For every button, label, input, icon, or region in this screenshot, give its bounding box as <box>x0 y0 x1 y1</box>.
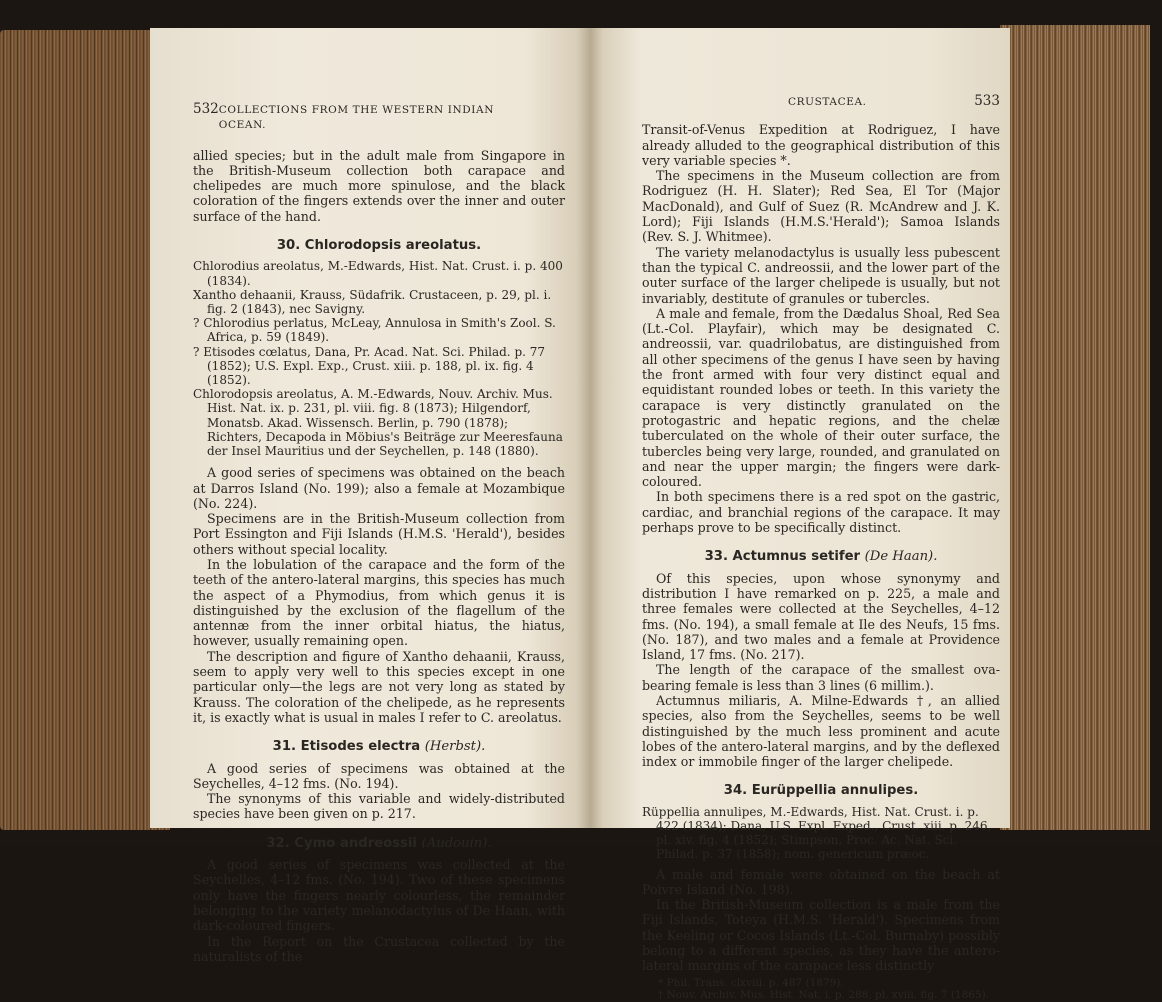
synonymy-entry: Xantho dehaanii, Krauss, Südafrik. Crustaceen, p. 29, pl. i. fig. 2 (1843), nec Savigny. <box>193 287 552 316</box>
paragraph: The length of the carapace of the smallest ova-bearing female is less than 3 lines (6 millim.). <box>642 662 1000 693</box>
species-name: 32. Cymo andreossii <box>266 835 417 851</box>
species-author: (Herbst). <box>424 739 486 755</box>
paragraph: In both specimens there is a red spot on the gastric, cardiac, and branchial regions of the carapace. It may perhaps prove to be specifically distinct. <box>642 489 1000 536</box>
synonymy-entry: Chlorodius areolatus, M.-Edwards, Hist. Nat. Crust. i. p. 400 (1834). <box>193 259 563 288</box>
paragraph: A good series of specimens was collected at the Seychelles, 4–12 fms. (No. 194). Two of these specimens only have the fingers nearly colourless, the remainder belonging to the variety melanodactylus of De Haan, with dark-coloured fingers. <box>193 857 565 934</box>
left-page-text <box>193 102 565 964</box>
paragraph: A male and female were obtained on the beach at Poivre Island (No. 198). <box>642 866 1000 897</box>
section-heading <box>642 549 1000 564</box>
synonymy-entry: Rüppellia annulipes, M.-Edwards, Hist. Nat. Crust. i. p. 422 (1834); Dana, U.S. Expl. Exped., Crust. xiii. p. 246, pl. xiv. fig. 4 (1852); Stimpson, Proc. Ac. Nat. Sci. Philad. p. 37 (1858); nom. genericum præoc. <box>642 804 992 862</box>
right-running-head <box>642 94 1000 110</box>
paragraph: The synonyms of this variable and widely-distributed species have been given on p. 217. <box>193 791 565 822</box>
section-heading <box>193 739 565 754</box>
right-page-text <box>642 94 1000 1002</box>
page-number: 532 <box>193 101 219 117</box>
paragraph: The description and figure of Xantho dehaanii, Krauss, seem to apply very well to this species except in one particular only—the legs are not very long as stated by Krauss. The coloration of the chelipede, as he represents it, is exactly what is usual in males I refer to C. areolatus. <box>193 648 565 725</box>
paragraph: The specimens in the Museum collection are from Rodriguez (H. H. Slater); Red Sea, El Tor (Major MacDonald), and Gulf of Suez (R. McAndrew and J. K. Lord); Fiji Islands (H.M.S.'Herald'); Samoa Islands (Rev. S. J. Whitmee). <box>642 168 1000 245</box>
paragraph: In the Report on the Crustacea collected by the naturalists of the <box>193 933 565 964</box>
paragraph: In the lobulation of the carapace and the form of the teeth of the antero-lateral margins, this species has much the aspect of a Phymodius, from which genus it is distinguished by the exclusion of the flagellum of the antennæ from the inner orbital hiatus, the hiatus, however, usually remaining open. <box>193 557 565 649</box>
paragraph: Of this species, upon whose synonymy and distribution I have remarked on p. 225, a male and three females were collected at the Seychelles, 4–12 fms. (No. 194), a small female at Ile des Neufs, 15 fms. (No. 187), and two males and a female at Providence Island, 17 fms. (No. 217). <box>642 570 1000 663</box>
paragraph: Actumnus miliaris, A. Milne-Edwards †, an allied species, also from the Seychelles, seems to be well distinguished by the much less prominent and acute lobes of the antero-lateral margins, and by the deflexed index or immobile finger of the larger chelipede. <box>642 692 1000 770</box>
left-running-head <box>193 102 565 134</box>
species-author: (Audouin). <box>421 835 492 851</box>
section-heading <box>193 836 565 851</box>
footnote: * Phil. Trans. clxviii. p. 487 (1879). <box>658 976 844 989</box>
running-title: CRUSTACEA. <box>788 96 867 108</box>
footnote: † Nouv. Archiv. Mus. Hist. Nat. i. p. 288, pl. xviii. fig. 7 (1865). <box>658 989 990 1002</box>
section-heading: 30. Chlorodopsis areolatus. <box>276 238 482 254</box>
page-number: 533 <box>974 93 1000 109</box>
synonymy-list <box>193 259 565 458</box>
section-heading: 34. Eurüppellia annulipes. <box>723 783 919 799</box>
left-page-edges <box>0 30 170 830</box>
paragraph: The variety melanodactylus is usually less pubescent than the typical C. andreossii, and the lower part of the outer surface of the larger chelipede is usually, but not invariably, destitute of granules or tubercles. <box>642 244 1000 306</box>
paragraph: Transit-of-Venus Expedition at Rodriguez, I have already alluded to the geographical distribution of this very variable species *. <box>642 122 1000 168</box>
species-name: 33. Actumnus setifer <box>704 549 861 565</box>
synonymy-entry: ? Etisodes cœlatus, Dana, Pr. Acad. Nat. Sci. Philad. p. 77 (1852); U.S. Expl. Exp., Crust. xiii. p. 188, pl. ix. fig. 4 (1852). <box>193 344 546 387</box>
paragraph: A good series of specimens was obtained at the Seychelles, 4–12 fms. (No. 194). <box>193 760 565 791</box>
footnotes <box>642 977 1000 1002</box>
left-page <box>150 28 590 964</box>
synonymy-entry: Chlorodopsis areolatus, A. M.-Edwards, Nouv. Archiv. Mus. Hist. Nat. ix. p. 231, pl. viii. fig. 8 (1873); Hilgendorf, Monatsb. Akad. Wissensch. Berlin, p. 790 (1878); Richters, Decapoda in Möbius's Beiträge zur Meeresfauna der Insel Mauritius und der Seychellen, p. 148 (1880). <box>193 387 563 459</box>
paragraph: Specimens are in the British-Museum collection from Port Essington and Fiji Islands (H.M.S. 'Herald'), besides others without special locality. <box>193 511 565 557</box>
synonymy-entry: ? Chlorodius perlatus, McLeay, Annulosa in Smith's Zool. S. Africa, p. 59 (1849). <box>193 316 556 345</box>
paragraph: A good series of specimens was obtained on the beach at Darros Island (No. 199); also a female at Mozambique (No. 224). <box>193 465 565 511</box>
right-page-edges <box>1000 25 1150 830</box>
paragraph: allied species; but in the adult male from Singapore in the British-Museum collection both carapace and chelipedes are much more spinulose, and the black coloration of the fingers extends over the inner and outer surface of the hand. <box>193 147 565 224</box>
species-name: 31. Etisodes electra <box>272 739 421 755</box>
right-page <box>590 28 1010 1002</box>
paragraph: In the British-Museum collection is a male from the Fiji Islands, Toteya (H.M.S. 'Herald'). Specimens from the Keeling or Cocos Islands (Lt.-Col. Burnaby) possibly belong to a different species, as they have the antero-lateral margins of the carapace less distinctly <box>642 897 1000 974</box>
running-title: COLLECTIONS FROM THE WESTERN INDIAN OCEAN. <box>218 104 495 132</box>
paragraph: A male and female, from the Dædalus Shoal, Red Sea (Lt.-Col. Playfair), which may be designated C. andreossii, var. quadrilobatus, are distinguished from all other specimens of the genus I have seen by having the front armed with four very distinct equal and equidistant rounded lobes or teeth. In this variety the carapace is very distinctly granulated on the protogastric and hepatic regions, and the chelæ tuberculated on the whole of their outer surface, the tubercles being very large, rounded, and granulated on and near the upper margin; the fingers were dark-coloured. <box>642 305 1000 490</box>
synonymy-list <box>642 805 1000 862</box>
species-author: (De Haan). <box>864 549 938 565</box>
